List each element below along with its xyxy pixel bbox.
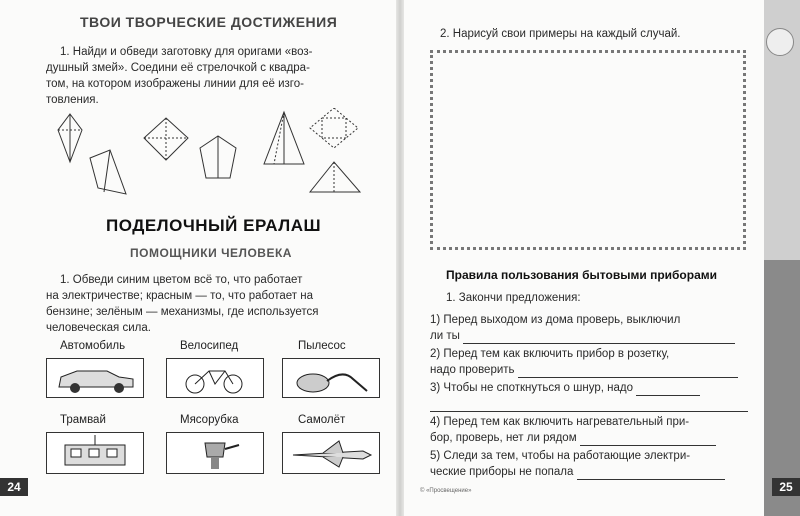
main-heading: ПОДЕЛОЧНЫЙ ЕРАЛАШ [106, 216, 322, 235]
task1-line3: том, на котором изображены линии для её изго- [46, 78, 304, 90]
task1-line1: 1. Найди и обведи заготовку для оригами «воз- [60, 46, 313, 58]
section-heading: ТВОИ ТВОРЧЕСКИЕ ДОСТИЖЕНИЯ [80, 14, 338, 30]
rule-5b [430, 464, 725, 480]
task2-line2: на электричестве; красным — то, что работает на [46, 290, 313, 302]
car-icon [47, 359, 143, 397]
origami-square-icon [144, 118, 188, 160]
item-label-bicycle: Велосипед [180, 340, 239, 352]
origami-tulip-icon [200, 136, 236, 178]
origami-flat-triangle-icon [310, 162, 360, 192]
item-box-meat-grinder[interactable] [166, 432, 264, 474]
item-box-bicycle[interactable] [166, 358, 264, 398]
rule-5a: 5) Следи за тем, чтобы на работающие электри- [430, 450, 691, 462]
rule-2b [430, 362, 738, 378]
rule-4-blank[interactable] [580, 435, 716, 446]
smiley-icon [766, 28, 794, 56]
page-number-right: 25 [772, 478, 800, 496]
rule-1a: 1) Перед выходом из дома проверь, выключил [430, 314, 681, 326]
meat-grinder-icon [167, 433, 263, 473]
sub-heading: ПОМОЩНИКИ ЧЕЛОВЕКА [130, 246, 292, 260]
origami-triangle-icon [264, 112, 304, 164]
task2-line3: бензине; зелёным — механизмы, где используется [46, 306, 319, 318]
item-box-tram[interactable] [46, 432, 144, 474]
task2-line1: 1. Обведи синим цветом всё то, что работает [60, 274, 303, 286]
rule-3a-text: 3) Чтобы не споткнуться о шнур, надо [430, 382, 633, 394]
rule-5-blank[interactable] [577, 469, 725, 480]
item-box-vacuum[interactable] [282, 358, 380, 398]
rule-2a: 2) Перед тем как включить прибор в розетку, [430, 348, 670, 360]
rule-1-blank[interactable] [463, 333, 735, 344]
bicycle-icon [167, 359, 263, 397]
origami-kite-icon [58, 114, 82, 162]
item-label-airplane: Самолёт [298, 414, 346, 426]
item-label-meat-grinder: Мясорубка [180, 414, 239, 426]
page-number-left: 24 [0, 478, 28, 496]
rule-2-blank[interactable] [518, 367, 738, 378]
vacuum-cleaner-icon [283, 359, 379, 397]
tram-icon [47, 433, 143, 473]
rule-1b [430, 328, 735, 344]
rule-3-blank[interactable] [636, 385, 700, 396]
task2-line4: человеческая сила. [46, 322, 151, 334]
rule-4b-text: бор, проверь, нет ли рядом [430, 432, 577, 444]
rule-5b-text: ческие приборы не попала [430, 466, 574, 478]
origami-figures [48, 108, 368, 198]
rules-heading: Правила пользования бытовыми приборами [446, 268, 718, 282]
item-label-car: Автомобиль [60, 340, 126, 352]
origami-dotted-square-icon [310, 108, 358, 148]
origami-fold1-icon [90, 150, 126, 194]
task1-line2: душный змей». Соедини её стрелочкой с квадра- [46, 62, 310, 74]
rule-3-blank-line2[interactable] [430, 401, 748, 412]
airplane-icon [283, 433, 379, 473]
book-gutter [396, 0, 404, 516]
drawing-frame[interactable] [430, 50, 746, 250]
rules-task1: 1. Закончи предложения: [446, 292, 581, 304]
item-label-vacuum: Пылесос [298, 340, 346, 352]
rule-2b-text: надо проверить [430, 364, 515, 376]
rule-1b-text: ли ты [430, 330, 460, 342]
rule-3b [430, 396, 748, 412]
publisher-footer: © «Просвещение» [420, 488, 472, 494]
item-box-car[interactable] [46, 358, 144, 398]
item-label-tram: Трамвай [60, 414, 106, 426]
right-task2: 2. Нарисуй свои примеры на каждый случай. [440, 28, 681, 40]
rule-4b [430, 430, 716, 446]
rule-3a [430, 380, 700, 396]
task1-line4: товления. [46, 94, 99, 106]
rule-4a: 4) Перед тем как включить нагревательный при- [430, 416, 690, 428]
item-box-airplane[interactable] [282, 432, 380, 474]
